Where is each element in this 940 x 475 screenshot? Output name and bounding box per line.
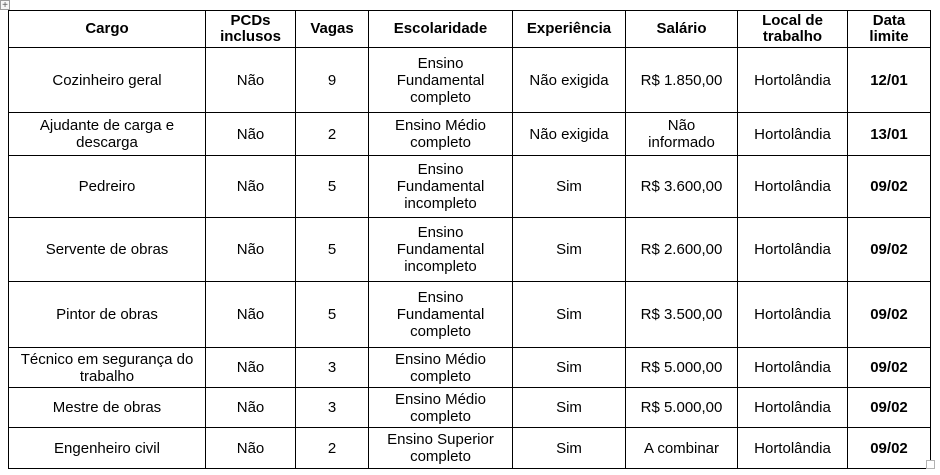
salario-cell: R$ 1.850,00 xyxy=(626,48,738,113)
experiencia-cell: Sim xyxy=(513,428,626,469)
pcds-cell: Não xyxy=(206,113,296,156)
data_limite-cell: 09/02 xyxy=(848,282,931,348)
local-cell: Hortolândia xyxy=(738,48,848,113)
vagas-cell: 9 xyxy=(296,48,369,113)
cargo-cell: Pedreiro xyxy=(9,156,206,218)
escolaridade-cell: Ensino Médio completo xyxy=(369,348,513,388)
pcds-cell: Não xyxy=(206,48,296,113)
cargo-cell: Técnico em segurança do trabalho xyxy=(9,348,206,388)
cargo-cell: Pintor de obras xyxy=(9,282,206,348)
table-row xyxy=(9,113,931,156)
column-header-data_limite: Data limite xyxy=(848,11,931,48)
salario-cell: Não informado xyxy=(626,113,738,156)
pcds-cell: Não xyxy=(206,428,296,469)
pcds-cell: Não xyxy=(206,218,296,282)
column-header-pcds: PCDs inclusos xyxy=(206,11,296,48)
experiencia-cell: Sim xyxy=(513,218,626,282)
local-cell: Hortolândia xyxy=(738,348,848,388)
table-row xyxy=(9,388,931,428)
salario-cell: A combinar xyxy=(626,428,738,469)
salario-cell: R$ 5.000,00 xyxy=(626,348,738,388)
table-row xyxy=(9,428,931,469)
data_limite-cell: 09/02 xyxy=(848,218,931,282)
cargo-cell: Servente de obras xyxy=(9,218,206,282)
table-row xyxy=(9,218,931,282)
data_limite-cell: 13/01 xyxy=(848,113,931,156)
vagas-cell: 2 xyxy=(296,428,369,469)
escolaridade-cell: Ensino Médio completo xyxy=(369,388,513,428)
pcds-cell: Não xyxy=(206,388,296,428)
escolaridade-cell: Ensino Superior completo xyxy=(369,428,513,469)
cargo-cell: Cozinheiro geral xyxy=(9,48,206,113)
local-cell: Hortolândia xyxy=(738,428,848,469)
data_limite-cell: 12/01 xyxy=(848,48,931,113)
salario-cell: R$ 3.600,00 xyxy=(626,156,738,218)
table-row xyxy=(9,282,931,348)
experiencia-cell: Sim xyxy=(513,282,626,348)
experiencia-cell: Sim xyxy=(513,388,626,428)
column-header-cargo: Cargo xyxy=(9,11,206,48)
local-cell: Hortolândia xyxy=(738,388,848,428)
pcds-cell: Não xyxy=(206,282,296,348)
escolaridade-cell: Ensino Médio completo xyxy=(369,113,513,156)
local-cell: Hortolândia xyxy=(738,156,848,218)
cargo-cell: Mestre de obras xyxy=(9,388,206,428)
vagas-cell: 3 xyxy=(296,348,369,388)
column-header-salario: Salário xyxy=(626,11,738,48)
table-resize-handle[interactable] xyxy=(926,460,935,469)
salario-cell: R$ 5.000,00 xyxy=(626,388,738,428)
table-row xyxy=(9,48,931,113)
local-cell: Hortolândia xyxy=(738,113,848,156)
experiencia-cell: Sim xyxy=(513,156,626,218)
table-row xyxy=(9,156,931,218)
header-row xyxy=(9,11,931,48)
data_limite-cell: 09/02 xyxy=(848,388,931,428)
vacancies-table xyxy=(8,10,931,469)
escolaridade-cell: Ensino Fundamental completo xyxy=(369,282,513,348)
table-row xyxy=(9,348,931,388)
vagas-cell: 5 xyxy=(296,218,369,282)
escolaridade-cell: Ensino Fundamental incompleto xyxy=(369,156,513,218)
experiencia-cell: Não exigida xyxy=(513,48,626,113)
vagas-cell: 5 xyxy=(296,156,369,218)
vagas-cell: 3 xyxy=(296,388,369,428)
cargo-cell: Engenheiro civil xyxy=(9,428,206,469)
salario-cell: R$ 3.500,00 xyxy=(626,282,738,348)
escolaridade-cell: Ensino Fundamental completo xyxy=(369,48,513,113)
local-cell: Hortolândia xyxy=(738,218,848,282)
vagas-cell: 2 xyxy=(296,113,369,156)
data_limite-cell: 09/02 xyxy=(848,428,931,469)
local-cell: Hortolândia xyxy=(738,282,848,348)
column-header-escolaridade: Escolaridade xyxy=(369,11,513,48)
column-header-vagas: Vagas xyxy=(296,11,369,48)
experiencia-cell: Sim xyxy=(513,348,626,388)
cargo-cell: Ajudante de carga e descarga xyxy=(9,113,206,156)
pcds-cell: Não xyxy=(206,348,296,388)
column-header-experiencia: Experiência xyxy=(513,11,626,48)
experiencia-cell: Não exigida xyxy=(513,113,626,156)
column-header-local: Local de trabalho xyxy=(738,11,848,48)
vagas-cell: 5 xyxy=(296,282,369,348)
pcds-cell: Não xyxy=(206,156,296,218)
data_limite-cell: 09/02 xyxy=(848,156,931,218)
escolaridade-cell: Ensino Fundamental incompleto xyxy=(369,218,513,282)
salario-cell: R$ 2.600,00 xyxy=(626,218,738,282)
table-move-handle-icon[interactable]: + xyxy=(0,0,10,10)
data_limite-cell: 09/02 xyxy=(848,348,931,388)
table-body xyxy=(9,48,931,469)
